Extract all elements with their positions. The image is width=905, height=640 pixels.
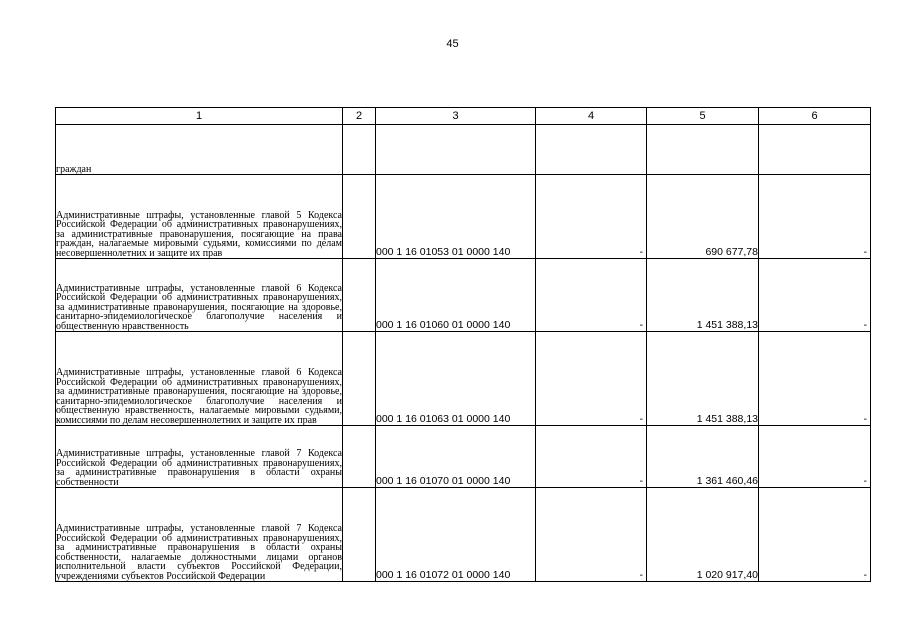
row-col4: - bbox=[536, 332, 647, 426]
row-col6: - bbox=[759, 259, 871, 332]
row-code: 000 1 16 01063 01 0000 140 bbox=[376, 332, 536, 426]
header-col-3: 3 bbox=[376, 108, 536, 125]
header-col-6: 6 bbox=[759, 108, 871, 125]
row-col5: 1 361 460,46 bbox=[647, 426, 759, 488]
row-name: Административные штрафы, установленные главой 5 Кодекса Российской Федерации об административных правонарушениях, за административные правонарушения, посягающие на права граждан, налагаемые мировыми судьями, комиссиями по делам несовершеннолетних и защите их прав bbox=[56, 175, 343, 259]
row-col6: - bbox=[759, 426, 871, 488]
row-col5: 1 451 388,13 bbox=[647, 332, 759, 426]
table-row bbox=[56, 488, 871, 582]
table-row bbox=[56, 332, 871, 426]
row-col4: - bbox=[536, 175, 647, 259]
table-row bbox=[56, 426, 871, 488]
row-name: Административные штрафы, установленные главой 6 Кодекса Российской Федерации об административных правонарушениях, за административные правонарушения, посягающие на здоровье, санитарно-эпидемиологическое благополучие населения и общественную нравственность bbox=[56, 259, 343, 332]
row-col6: - bbox=[759, 175, 871, 259]
row-col2 bbox=[343, 488, 376, 582]
row-code: 000 1 16 01060 01 0000 140 bbox=[376, 259, 536, 332]
row-col4: - bbox=[536, 259, 647, 332]
row-col5 bbox=[647, 125, 759, 175]
row-code: 000 1 16 01053 01 0000 140 bbox=[376, 175, 536, 259]
header-col-4: 4 bbox=[536, 108, 647, 125]
row-col4 bbox=[536, 125, 647, 175]
row-col2 bbox=[343, 125, 376, 175]
row-code: 000 1 16 01072 01 0000 140 bbox=[376, 488, 536, 582]
row-name: Административные штрафы, установленные главой 7 Кодекса Российской Федерации об административных правонарушениях, за административные правонарушения в области охраны собственности, налагаемые должностными лицами органов исполнительной власти субъектов Российской Федерации, учреждениями субъектов Российской Федерации bbox=[56, 488, 343, 582]
row-name: Административные штрафы, установленные главой 6 Кодекса Российской Федерации об административных правонарушениях, за административные правонарушения, посягающие на здоровье, санитарно-эпидемиологическое благополучие населения и общественную нравственность, налагаемые мировыми судьями, комиссиями по делам несовершеннолетних и защите их прав bbox=[56, 332, 343, 426]
row-col6: - bbox=[759, 488, 871, 582]
row-col4: - bbox=[536, 426, 647, 488]
row-name: граждан bbox=[56, 125, 343, 175]
row-col5: 690 677,78 bbox=[647, 175, 759, 259]
row-col2 bbox=[343, 426, 376, 488]
header-col-5: 5 bbox=[647, 108, 759, 125]
row-col2 bbox=[343, 332, 376, 426]
row-col6 bbox=[759, 125, 871, 175]
row-code bbox=[376, 125, 536, 175]
row-col5: 1 020 917,40 bbox=[647, 488, 759, 582]
header-col-2: 2 bbox=[343, 108, 376, 125]
row-col4: - bbox=[536, 488, 647, 582]
budget-table bbox=[55, 107, 871, 582]
table-row bbox=[56, 259, 871, 332]
header-col-1: 1 bbox=[56, 108, 343, 125]
row-name: Административные штрафы, установленные главой 7 Кодекса Российской Федерации об административных правонарушениях, за административные правонарушения в области охраны собственности bbox=[56, 426, 343, 488]
row-col2 bbox=[343, 175, 376, 259]
row-code: 000 1 16 01070 01 0000 140 bbox=[376, 426, 536, 488]
table-header-row bbox=[56, 108, 871, 125]
row-col5: 1 451 388,13 bbox=[647, 259, 759, 332]
table-row bbox=[56, 125, 871, 175]
page-number: 45 bbox=[446, 38, 459, 50]
table-row bbox=[56, 175, 871, 259]
row-col6: - bbox=[759, 332, 871, 426]
row-col2 bbox=[343, 259, 376, 332]
